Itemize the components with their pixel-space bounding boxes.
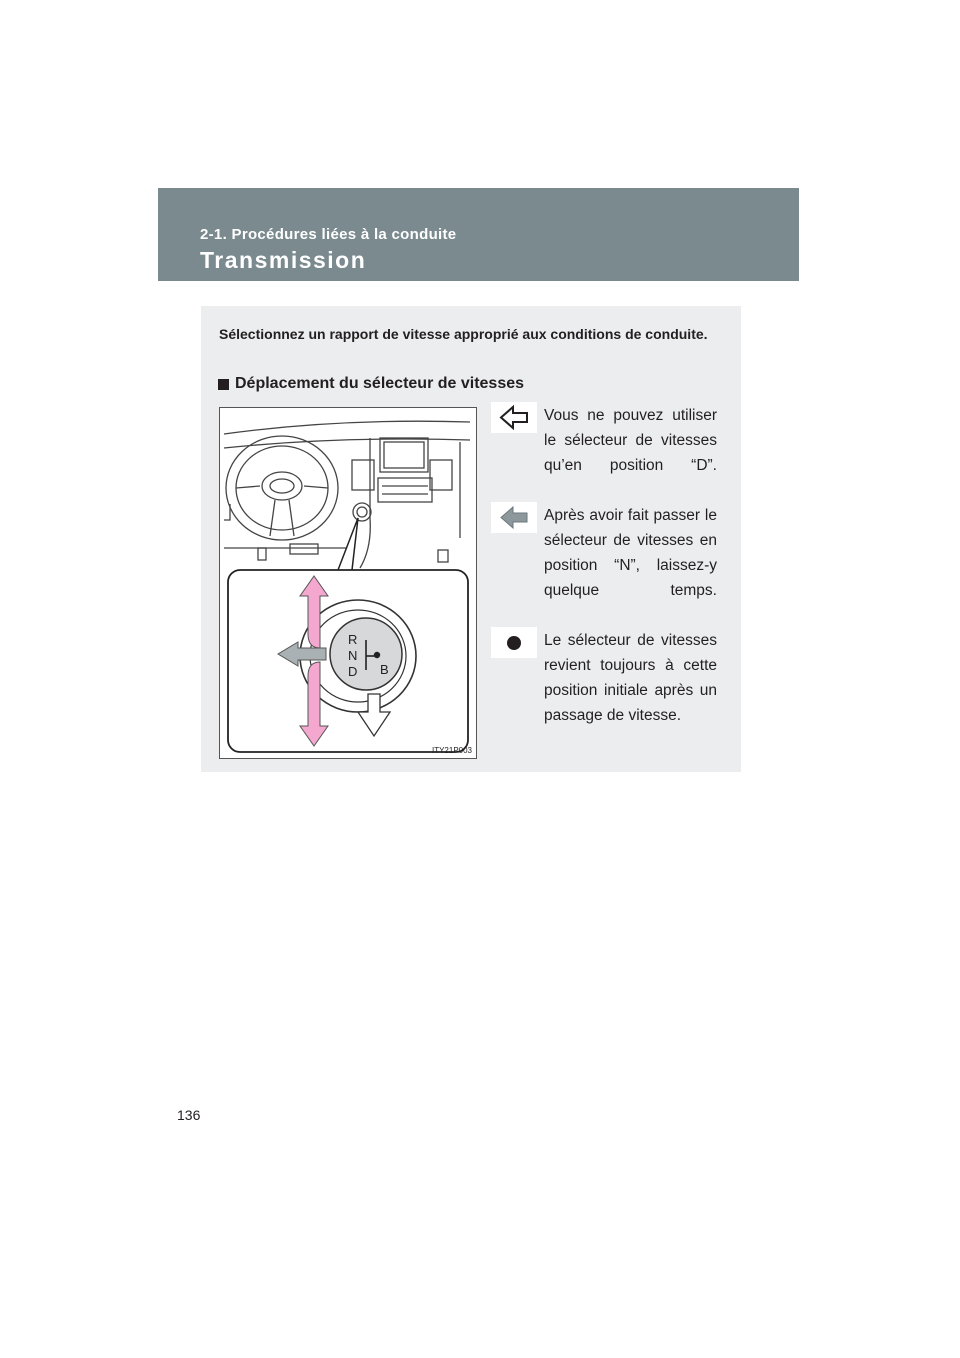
chapter-header — [158, 188, 799, 281]
knob-letter-r: R — [348, 632, 358, 647]
legend-text-dot: Le sélecteur de vitesses revient toujours à cette position initiale après un passage de vitesse. — [544, 632, 717, 724]
legend-text-filled-arrow: Après avoir fait passer le sélecteur de vitesses en position “N”, laissez-y quelque temps. — [544, 507, 717, 599]
outline-arrow-left-icon — [491, 402, 537, 433]
subheading-label: Déplacement du sélecteur de vitesses — [235, 375, 525, 392]
figure-code: ITY21P003 — [431, 746, 472, 755]
section-label: 2-1. Procédures liées à la conduite — [200, 226, 457, 243]
knob-letter-b: B — [380, 662, 389, 677]
knob-letter-n: N — [348, 648, 358, 663]
content-box — [201, 306, 741, 772]
dashboard-drawing — [220, 408, 476, 758]
square-bullet-icon — [218, 379, 229, 390]
intro-text: Sélectionnez un rapport de vitesse approprié aux conditions de conduite. — [219, 326, 708, 342]
legend-text-outline-arrow: Vous ne pouvez utiliser le sélecteur de vitesses qu’en position “D”. — [544, 407, 717, 474]
page-number: 136 — [177, 1107, 201, 1123]
knob-letter-d: D — [348, 664, 358, 679]
subheading — [218, 375, 524, 393]
filled-arrow-left-icon — [491, 502, 537, 533]
shift-lever-illustration — [219, 407, 477, 759]
black-dot-icon — [491, 627, 537, 658]
home-position-dot — [374, 652, 380, 658]
page-title: Transmission — [200, 247, 367, 273]
